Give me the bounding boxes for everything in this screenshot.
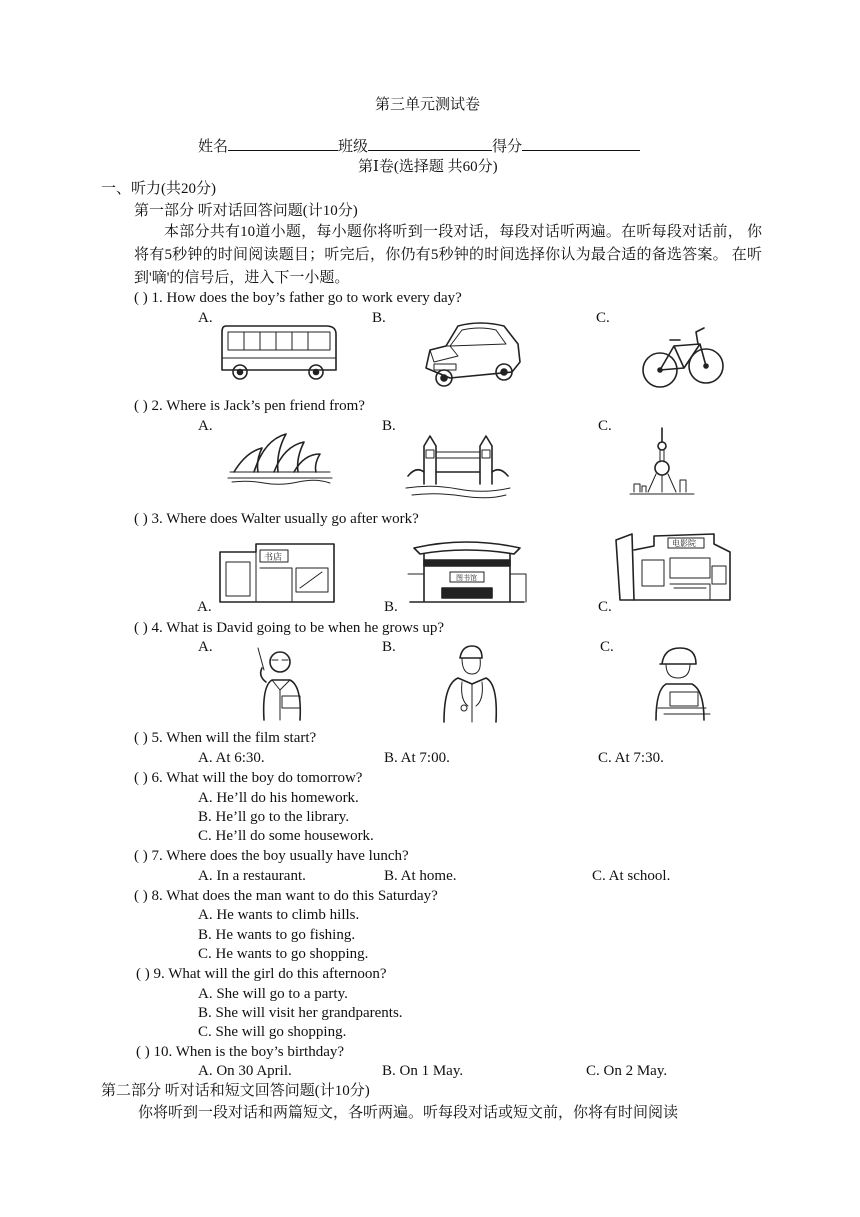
name-label: 姓名 bbox=[198, 139, 229, 155]
answer-bracket[interactable]: ( ) bbox=[134, 888, 148, 904]
option-a-label: A. bbox=[197, 599, 212, 615]
option-b[interactable]: B. On 1 May. bbox=[382, 1063, 464, 1079]
option-a-label: A. bbox=[198, 418, 213, 434]
answer-bracket[interactable]: ( ) bbox=[134, 290, 148, 306]
option-a-label: A. bbox=[198, 310, 213, 326]
option-b-label: B. bbox=[384, 599, 398, 615]
question-text: How does the boy’s father go to work every day? bbox=[166, 290, 462, 306]
question-text: When will the film start? bbox=[166, 730, 317, 746]
question-text: Where does Walter usually go after work? bbox=[166, 511, 419, 527]
question-number: 4. bbox=[151, 620, 163, 636]
volume-heading: 第Ⅰ卷(选择题 共60分) bbox=[358, 159, 498, 175]
option-a[interactable]: A. On 30 April. bbox=[198, 1063, 292, 1079]
question-9 bbox=[136, 965, 387, 983]
option-a[interactable]: A. She will go to a party. bbox=[198, 986, 348, 1002]
answer-bracket[interactable]: ( ) bbox=[136, 1044, 150, 1060]
option-c[interactable]: C. On 2 May. bbox=[586, 1063, 668, 1079]
answer-bracket[interactable]: ( ) bbox=[134, 730, 148, 746]
option-c-label: C. bbox=[600, 639, 614, 655]
option-b[interactable]: B. At 7:00. bbox=[384, 750, 450, 766]
part1-instructions: 本部分共有10道小题，每小题你将听到一段对话，每段对话听两遍。在听每段对话前， 你将有5秒钟的时间阅读题目；听完后，你仍有5秒钟的时间选择你认为最合适的备选答案。 在听到'嘀'的信号后，进入下一小题。 bbox=[134, 224, 762, 286]
option-a[interactable]: A. At 6:30. bbox=[198, 750, 265, 766]
option-a[interactable]: A. In a restaurant. bbox=[198, 868, 306, 884]
question-number: 3. bbox=[151, 511, 163, 527]
tower-bridge-icon[interactable] bbox=[406, 432, 510, 502]
option-a-label: A. bbox=[198, 639, 213, 655]
question-text: When is the boy’s birthday? bbox=[175, 1044, 345, 1060]
option-c-label: C. bbox=[596, 310, 610, 326]
bus-icon[interactable] bbox=[218, 320, 342, 384]
answer-bracket[interactable]: ( ) bbox=[134, 511, 148, 527]
option-a[interactable]: A. He’ll do his homework. bbox=[198, 790, 359, 806]
question-6 bbox=[134, 769, 362, 787]
bookstore-icon[interactable] bbox=[216, 536, 338, 604]
question-text: Where does the boy usually have lunch? bbox=[166, 848, 409, 864]
answer-bracket[interactable]: ( ) bbox=[136, 966, 150, 982]
question-number: 7. bbox=[151, 848, 163, 864]
question-number: 10. bbox=[153, 1044, 173, 1060]
option-c[interactable]: C. He’ll do some housework. bbox=[198, 828, 374, 844]
question-number: 5. bbox=[151, 730, 163, 746]
option-b-label: B. bbox=[372, 310, 386, 326]
question-number: 1. bbox=[151, 290, 163, 306]
answer-bracket[interactable]: ( ) bbox=[134, 620, 148, 636]
score-label: 得分 bbox=[492, 139, 523, 155]
question-number: 2. bbox=[151, 398, 163, 414]
part2-instructions: 你将听到一段对话和两篇短文，各听两遍。听每段对话或短文前，你将有时间阅读 bbox=[138, 1105, 679, 1121]
question-8 bbox=[134, 887, 438, 905]
answer-bracket[interactable]: ( ) bbox=[134, 848, 148, 864]
question-10 bbox=[136, 1043, 344, 1061]
cinema-icon[interactable] bbox=[614, 530, 734, 602]
class-label: 班级 bbox=[338, 139, 369, 155]
part1-heading: 第一部分 听对话回答问题(计10分) bbox=[134, 203, 358, 219]
question-4 bbox=[134, 619, 444, 637]
option-b[interactable]: B. She will visit her grandparents. bbox=[198, 1005, 403, 1021]
student-info-row bbox=[198, 136, 640, 156]
option-c[interactable]: C. He wants to go shopping. bbox=[198, 946, 369, 962]
question-number: 6. bbox=[151, 770, 163, 786]
cinema-sign: 电影院 bbox=[672, 539, 696, 548]
bookstore-sign: 书店 bbox=[264, 553, 283, 563]
option-c-label: C. bbox=[598, 599, 612, 615]
option-c[interactable]: C. At school. bbox=[592, 868, 671, 884]
option-c[interactable]: C. She will go shopping. bbox=[198, 1024, 347, 1040]
answer-bracket[interactable]: ( ) bbox=[134, 770, 148, 786]
score-field[interactable] bbox=[522, 136, 640, 151]
question-text: What is David going to be when he grows up? bbox=[166, 620, 445, 636]
option-b[interactable]: B. At home. bbox=[384, 868, 457, 884]
question-text: What will the girl do this afternoon? bbox=[168, 966, 387, 982]
library-icon[interactable] bbox=[406, 538, 528, 604]
option-c[interactable]: C. At 7:30. bbox=[598, 750, 664, 766]
option-c-label: C. bbox=[598, 418, 612, 434]
question-3 bbox=[134, 510, 419, 528]
sydney-opera-house-icon[interactable] bbox=[228, 430, 332, 486]
class-field[interactable] bbox=[368, 136, 492, 151]
question-text: Where is Jack’s pen friend from? bbox=[166, 398, 365, 414]
question-text: What will the boy do tomorrow? bbox=[166, 770, 363, 786]
page-title: 第三单元测试卷 bbox=[375, 97, 481, 113]
question-1 bbox=[134, 289, 462, 307]
part2-heading: 第二部分 听对话和短文回答问题(计10分) bbox=[101, 1083, 370, 1099]
question-number: 9. bbox=[153, 966, 165, 982]
option-b[interactable]: B. He wants to go fishing. bbox=[198, 927, 356, 943]
question-text: What does the man want to do this Saturday? bbox=[166, 888, 438, 904]
option-b-label: B. bbox=[382, 418, 396, 434]
question-2 bbox=[134, 397, 365, 415]
doctor-icon[interactable] bbox=[440, 644, 500, 724]
name-field[interactable] bbox=[228, 136, 338, 151]
worker-icon[interactable] bbox=[650, 646, 714, 722]
teacher-icon[interactable] bbox=[244, 646, 314, 722]
oriental-pearl-tower-icon[interactable] bbox=[630, 428, 694, 498]
section-heading: 一、听力(共20分) bbox=[101, 181, 216, 197]
question-7 bbox=[134, 847, 409, 865]
car-icon[interactable] bbox=[420, 318, 524, 392]
option-b[interactable]: B. He’ll go to the library. bbox=[198, 809, 350, 825]
answer-bracket[interactable]: ( ) bbox=[134, 398, 148, 414]
question-5 bbox=[134, 729, 316, 747]
option-b-label: B. bbox=[382, 639, 396, 655]
option-a[interactable]: A. He wants to climb hills. bbox=[198, 907, 360, 923]
bicycle-icon[interactable] bbox=[640, 318, 726, 394]
question-number: 8. bbox=[151, 888, 163, 904]
library-sign: 图书馆 bbox=[456, 574, 477, 582]
